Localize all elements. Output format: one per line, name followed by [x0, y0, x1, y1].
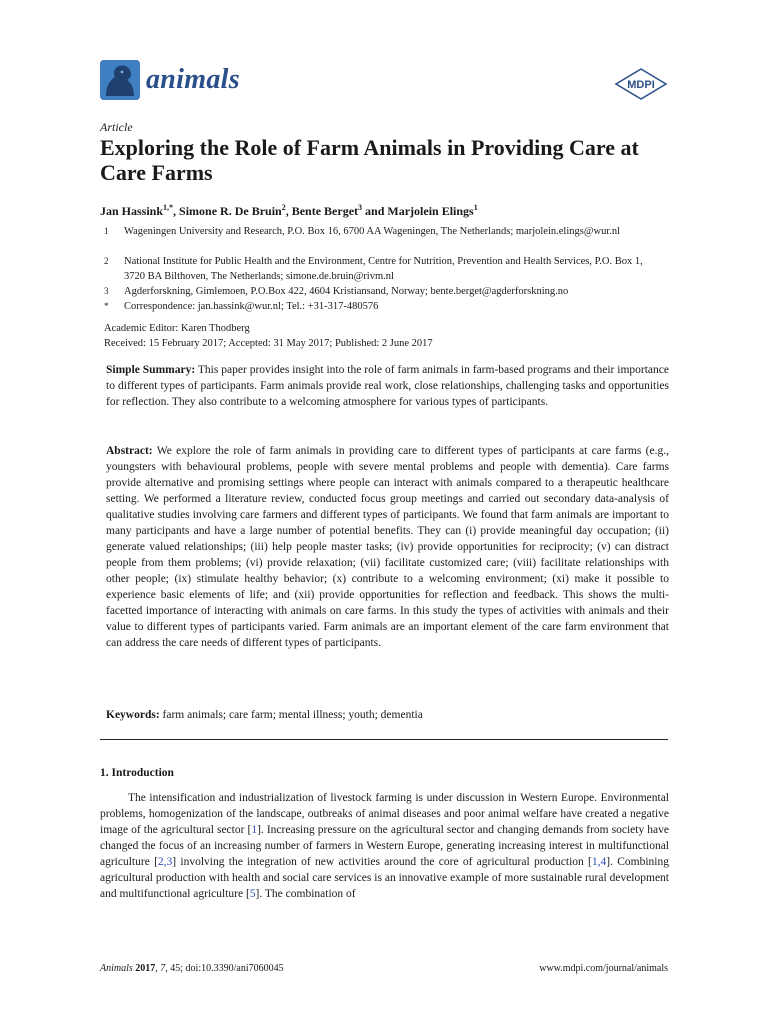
footer-year: 2017	[135, 963, 156, 974]
affiliation-text: Wageningen University and Research, P.O. Box 16, 6700 AA Wageningen, The Netherlands; marjolein.elings@wur.nl	[124, 226, 621, 237]
author-list	[100, 203, 660, 219]
publication-dates: Received: 15 February 2017; Accepted: 31 May 2017; Published: 2 June 2017	[104, 338, 433, 349]
journal-logo	[100, 58, 240, 102]
simple-summary-label: Simple Summary:	[106, 364, 196, 376]
correspondence	[104, 299, 664, 314]
mdpi-logo-text: MDPI	[627, 79, 655, 91]
article-title: Exploring the Role of Farm Animals in Providing Care at Care Farms	[100, 135, 639, 185]
author-separator: ,	[173, 204, 180, 218]
affiliation	[104, 224, 664, 239]
simple-summary-text: This paper provides insight into the role of farm animals in farm-based programs and their importance to different types of participants. Farm animals provide real work, close relationships, challenging tasks and opportunities for reflection. They also contribute to a welcoming atmosphere for various types of participants.	[106, 364, 669, 408]
author: Bente Berget	[291, 204, 359, 218]
author-separator: ,	[285, 204, 292, 218]
footer-doi: , 45; doi:10.3390/ani7060045	[165, 963, 284, 974]
affiliation	[104, 284, 664, 299]
footer-journal: Animals	[100, 963, 133, 974]
academic-editor: Academic Editor: Karen Thodberg	[104, 323, 250, 334]
author-affiliation-mark: 2	[281, 203, 286, 212]
author: Marjolein Elings	[387, 204, 474, 218]
author-affiliation-mark: 3	[358, 203, 363, 212]
abstract-label: Abstract:	[106, 445, 153, 457]
author: Simone R. De Bruin	[179, 204, 282, 218]
keywords-text: farm animals; care farm; mental illness; youth; dementia	[159, 709, 423, 721]
affiliation-mark: *	[104, 301, 109, 311]
article-type: Article	[100, 120, 133, 134]
affiliation-text: National Institute for Public Health and the Environment, Centre for Nutrition, Prevention and Health Services, P.O. Box 1, 3720 BA Bilthoven, The Netherlands; simone.de.bruin@rivm.nl	[124, 256, 643, 282]
body-text: ] involving the integration of new activities around the core of agricultural production [	[172, 856, 592, 868]
keywords-label: Keywords:	[106, 709, 160, 721]
introduction-paragraph	[100, 790, 669, 902]
body-text: ]. Increasing pressure on the agricultural sector and changing demands from society have changed the focus of an increasing number of farmers in Western Europe, generating increasing interest in multifunctional agriculture [	[100, 824, 669, 868]
author-separator: and	[362, 204, 388, 218]
affiliation-mark: 3	[104, 286, 109, 296]
abstract	[106, 443, 669, 651]
affiliation-text: Agderforskning, Gimlemoen, P.O.Box 422, 4604 Kristiansand, Norway; bente.berget@agderforskning.no	[124, 286, 569, 297]
author: Jan Hassink	[100, 204, 164, 218]
footer-url[interactable]: www.mdpi.com/journal/animals	[539, 963, 668, 974]
affiliation-mark: 2	[104, 256, 109, 266]
affiliation-text: Correspondence: jan.hassink@wur.nl; Tel.: +31-317-480576	[124, 301, 379, 312]
citation-link[interactable]: 2,3	[157, 856, 173, 868]
affiliation-mark: 1	[104, 226, 109, 236]
citation-link[interactable]: 5	[249, 888, 256, 900]
section-divider	[100, 739, 668, 740]
citation-link[interactable]: 1	[251, 824, 258, 836]
footer-citation: Animals 2017, 7, 45; doi:10.3390/ani7060045	[100, 963, 284, 974]
body-text: The intensification and industrialization of livestock farming is under discussion in Western Europe. Environmental problems, homogenization of the landscape, outbreaks of animal diseases and poor animal welfare have created a negative image of the agricultural sector [	[100, 792, 669, 836]
footer-volume: 7	[160, 963, 166, 974]
author-affiliation-mark: 1	[473, 203, 478, 212]
affiliation	[104, 254, 664, 284]
citation-link[interactable]: 1,4	[591, 856, 607, 868]
journal-logo-icon	[100, 60, 140, 100]
author-affiliation-mark: 1,*	[163, 203, 174, 212]
abstract-text: We explore the role of farm animals in providing care to different types of participants at care farms (e.g., youngsters with behavioural problems, people with severe mental problems and people with dementia). Care farms provide alternative and promising settings where people can interact with animals compared to a therapeutic healthcare setting. We performed a literature review, conducted focus group meetings and carried out secondary data-analysis of qualitative studies involving care farmers and different types of participants. We found that farm animals are important to many participants and have a large number of potential benefits. They can (i) provide meaningful day occupation; (ii) generate valued relationships; (iii) help people master tasks; (iv) provide opportunities for reciprocity; (v) can distract people from them problems; (vi) provide relaxation; (vii) facilitate customized care; (viii) facilitate relationships with other people; (ix) stimulate healthy behavior; (x) contribute to a welcoming environment; (xi) make it possible to experience basic elements of life; and (xii) provide opportunities for reflection and feedback. This shows the multi-facetted importance of interacting with animals on care farms. In this study the types of activities with animals and their value to different types of participants varied. Farm animals are an important element of the care farm environment that can address the care needs of different types of participants.	[106, 445, 669, 649]
simple-summary	[106, 362, 669, 410]
body-text: ]. Combining agricultural production with health and social care services is an innovative example of more sustainable rural development and multifunctional agriculture [	[100, 856, 669, 900]
keywords	[106, 707, 669, 723]
mdpi-logo	[614, 68, 668, 100]
body-text: ]. The combination of	[255, 888, 356, 900]
section-heading: 1. Introduction	[100, 767, 174, 779]
journal-name: animals	[146, 64, 240, 95]
